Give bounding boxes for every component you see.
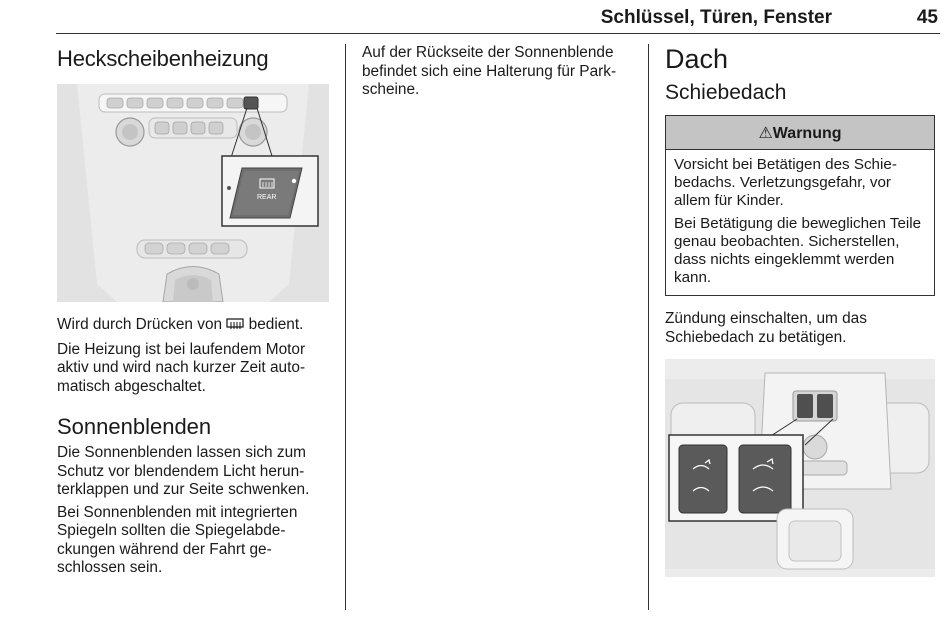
heading-sun-visors: Sonnenblenden	[57, 414, 212, 439]
heading-sunroof: Schiebedach	[665, 81, 787, 104]
page-number: 45	[916, 7, 938, 28]
sunroof-switch-figure	[665, 359, 935, 577]
warning-box	[665, 115, 935, 296]
paragraph-heater-operation: Wird durch Drücken von bedient.	[57, 316, 329, 337]
paragraph-heater-auto-off: Die Heizung ist bei laufendem Motor aktiv und wird nach kurzer Zeit automatisch abgeschaltet.	[57, 340, 306, 395]
section-title: Schlüssel, Türen, Fenster	[600, 7, 832, 28]
header-rule	[56, 33, 940, 34]
overhead-console-illustration	[665, 359, 935, 577]
column-divider	[648, 44, 649, 610]
paragraph-parking-ticket-holder: Auf der Rückseite der Sonnenblende befindet sich eine Halterung für Parkscheine.	[362, 44, 617, 98]
paragraph-sun-visors-mirrors: Bei Sonnenblenden mit integrierten Spiegeln sollten die Spiegelabdeckungen während der Fahrt geschlossen sein.	[57, 503, 298, 576]
heading-rear-window-heater: Heckscheibenheizung	[57, 46, 269, 71]
warning-title: ⚠Warnung	[666, 116, 934, 150]
warning-paragraph-observe: Bei Betätigung die beweglichen Teile genau beobachten. Sicherstellen, dass nichts eingeklemmt werden kann.	[674, 214, 922, 287]
paragraph-ignition: Zündung einschalten, um das Schiebedach zu betätigen.	[665, 310, 867, 346]
column-divider	[345, 44, 346, 610]
dashboard-illustration	[57, 84, 329, 302]
heading-roof: Dach	[665, 44, 729, 74]
right-column	[665, 44, 935, 577]
rear-button-label: REAR	[257, 194, 277, 201]
warning-paragraph-caution: Vorsicht bei Betätigen des Schiebedachs. Verletzungsgefahr, vor allem für Kinder.	[674, 156, 897, 210]
middle-column	[362, 44, 634, 104]
paragraph-sun-visors-swing: Die Sonnenblenden lassen sich zum Schutz vor blendendem Licht herunterklappen und zur Seite schwenken.	[57, 444, 310, 498]
rear-window-heater-figure	[57, 84, 329, 302]
rear-window-heater-icon	[226, 318, 244, 337]
left-column	[57, 44, 329, 582]
